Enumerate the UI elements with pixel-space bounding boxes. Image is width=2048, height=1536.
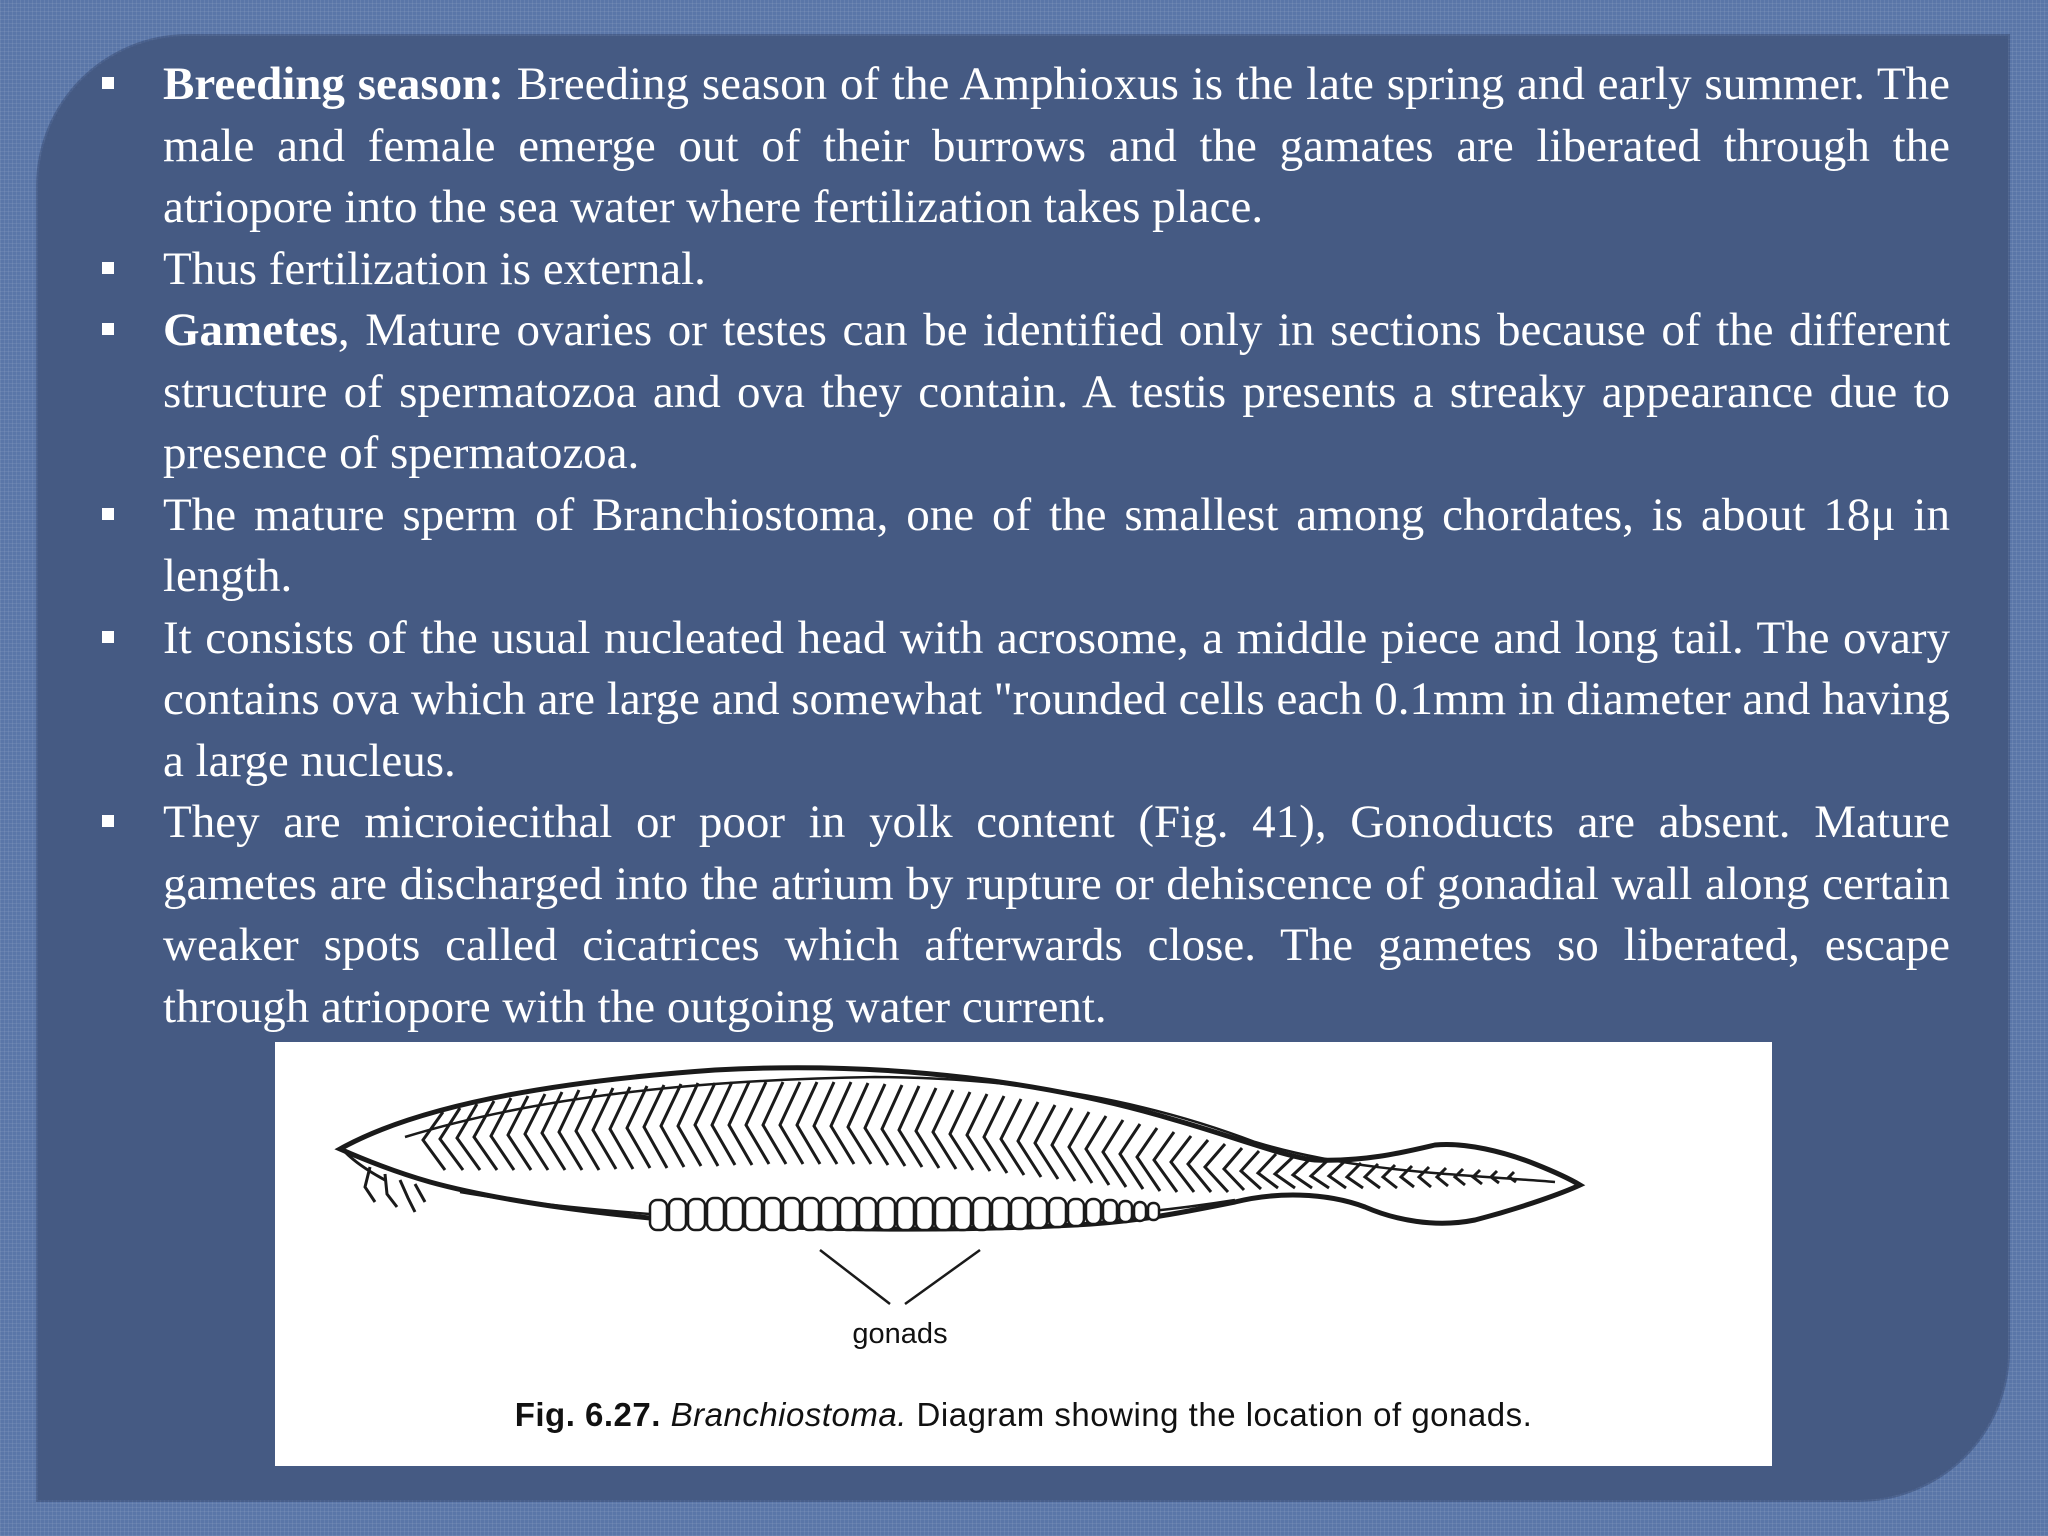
bullet-gametes: [98, 300, 1950, 485]
caption-genus: Branchiostoma.: [670, 1396, 907, 1433]
bullet-text: They are microiecithal or poor in yolk content (Fig. 41), Gonoducts are absent. Mature gametes are discharged into the atrium by rupture or dehiscence of gonadial wall along certain weaker spots called cicatrices which afterwards close. The gametes so liberated, escape through atriopore with the outgoing water current.: [163, 796, 1950, 1033]
square-bullet-icon: [102, 77, 114, 89]
bullet-sperm-structure: [98, 608, 1950, 793]
square-bullet-icon: [102, 815, 114, 827]
caption-number: Fig. 6.27.: [514, 1396, 661, 1433]
square-bullet-icon: [102, 262, 114, 274]
bullet-list: [98, 54, 1950, 1038]
bullet-text: Thus fertilization is external.: [163, 242, 706, 295]
branchiostoma-figure: [275, 1042, 1772, 1466]
bullet-external-fertilization: [98, 239, 1950, 301]
bullet-heading: Gametes: [163, 304, 338, 356]
bullet-sperm-size: [98, 485, 1950, 608]
bullet-breeding-season: [98, 54, 1950, 239]
square-bullet-icon: [102, 323, 114, 335]
bullet-text: It consists of the usual nucleated head with acrosome, a middle piece and long tail. The ovary contains ova which are large and somewhat "rounded cells each 0.1mm in diameter and having a large nucleus.: [163, 611, 1950, 787]
bullet-text: , Mature ovaries or testes can be identified only in sections because of the different structure of spermatozoa and ova they contain. A testis presents a streaky appearance due to presence of spermatozoa.: [163, 304, 1950, 479]
bullet-heading: Breeding season:: [163, 58, 504, 110]
gonads-label: gonads: [852, 1318, 948, 1350]
figure-caption: [275, 1396, 1772, 1434]
caption-text: Diagram showing the location of gonads.: [906, 1396, 1533, 1433]
square-bullet-icon: [102, 631, 114, 643]
branchiostoma-diagram: [275, 1042, 1772, 1392]
square-bullet-icon: [102, 508, 114, 520]
bullet-text: Breeding season of the Amphioxus is the late spring and early summer. The male and female emerge out of their burrows and the gamates are liberated through the atriopore into the sea water where fertilization takes place.: [163, 58, 1951, 233]
bullet-text: The mature sperm of Branchiostoma, one of the smallest among chordates, is about 18μ in length.: [163, 488, 1950, 602]
bullet-yolk-content: [98, 792, 1950, 1038]
